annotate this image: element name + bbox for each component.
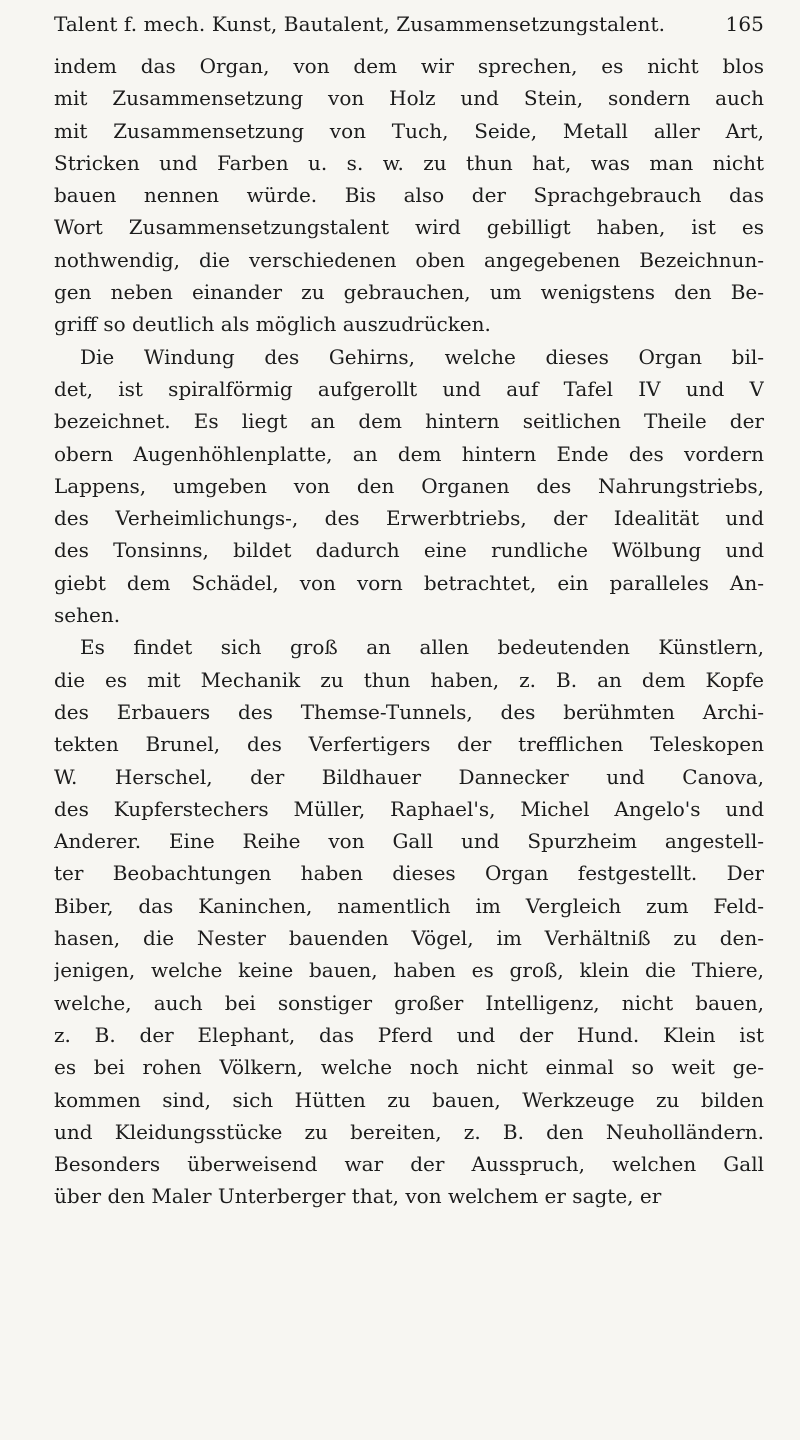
running-head-title: Talent f. mech. Kunst, Bautalent, Zusammensetzungstalent. [54, 12, 666, 36]
body-text [54, 50, 764, 1213]
text-line: obern Augenhöhlenplatte, an dem hintern Ende des vordern [54, 441, 764, 466]
text-line: Stricken und Farben u. s. w. zu thun hat, was man nicht [54, 150, 764, 175]
text-line: indem das Organ, von dem wir sprechen, es nicht blos [54, 54, 764, 78]
text-line: Besonders überweisend war der Ausspruch, welchen Gall [54, 1152, 764, 1177]
text-line: Biber, das Kaninchen, namentlich im Vergleich zum Feld- [54, 893, 764, 918]
text-line: det, ist spiralförmig aufgerollt und auf Tafel IV und V [54, 376, 764, 401]
paragraph [54, 50, 764, 341]
text-line: hasen, die Nester bauenden Vögel, im Verhältniß zu den- [54, 926, 764, 951]
text-line: gen neben einander zu gebrauchen, um wenigstens den Be- [54, 280, 764, 305]
text-line: ter Beobachtungen haben dieses Organ festgestellt. Der [54, 861, 764, 886]
text-line: Wort Zusammensetzungstalent wird gebilligt haben, ist es [54, 215, 764, 240]
paragraph [54, 631, 764, 1212]
text-line: giebt dem Schädel, von vorn betrachtet, ein paralleles An- [54, 570, 764, 595]
text-line: die es mit Mechanik zu thun haben, z. B. an dem Kopfe [54, 667, 764, 692]
text-line: mit Zusammensetzung von Holz und Stein, sondern auch [54, 86, 764, 111]
text-line: tekten Brunel, des Verfertigers der trefflichen Teleskopen [54, 732, 764, 757]
text-line: Die Windung des Gehirns, welche dieses Organ bil- [80, 344, 764, 369]
text-line: sehen. [54, 603, 121, 628]
text-line: Lappens, umgeben von den Organen des Nahrungstriebs, [54, 473, 764, 498]
text-line: z. B. der Elephant, das Pferd und der Hund. Klein ist [54, 1022, 764, 1047]
text-line: über den Maler Unterberger that, von welchem er sagte, er [54, 1184, 662, 1209]
text-line: des Kupferstechers Müller, Raphael's, Michel Angelo's und [54, 796, 764, 821]
text-line: es bei rohen Völkern, welche noch nicht einmal so weit ge- [54, 1055, 764, 1080]
text-line: Anderer. Eine Reihe von Gall und Spurzheim angestell- [54, 829, 764, 854]
text-line: W. Herschel, der Bildhauer Dannecker und Canova, [54, 764, 764, 789]
text-line: des Erbauers des Themse-Tunnels, des berühmten Archi- [54, 699, 764, 724]
running-head [54, 12, 764, 42]
text-line: griff so deutlich als möglich auszudrücken. [54, 312, 491, 337]
text-line: Es findet sich groß an allen bedeutenden Künstlern, [80, 635, 764, 660]
text-line: des Verheimlichungs-, des Erwerbtriebs, der Idealität und [54, 506, 764, 531]
text-line: jenigen, welche keine bauen, haben es groß, klein die Thiere, [54, 958, 764, 983]
text-line: und Kleidungsstücke zu bereiten, z. B. den Neuholländern. [54, 1119, 764, 1144]
page-number: 165 [725, 12, 764, 36]
text-line: des Tonsinns, bildet dadurch eine rundliche Wölbung und [54, 538, 764, 563]
text-line: kommen sind, sich Hütten zu bauen, Werkzeuge zu bilden [54, 1087, 764, 1112]
text-line: nothwendig, die verschiedenen oben angegebenen Bezeichnun- [54, 247, 764, 272]
text-line: mit Zusammensetzung von Tuch, Seide, Metall aller Art, [54, 118, 764, 143]
text-line: bauen nennen würde. Bis also der Sprachgebrauch das [54, 183, 764, 208]
text-line: welche, auch bei sonstiger großer Intelligenz, nicht bauen, [54, 990, 764, 1015]
paragraph [54, 341, 764, 632]
text-line: bezeichnet. Es liegt an dem hintern seitlichen Theile der [54, 409, 764, 434]
